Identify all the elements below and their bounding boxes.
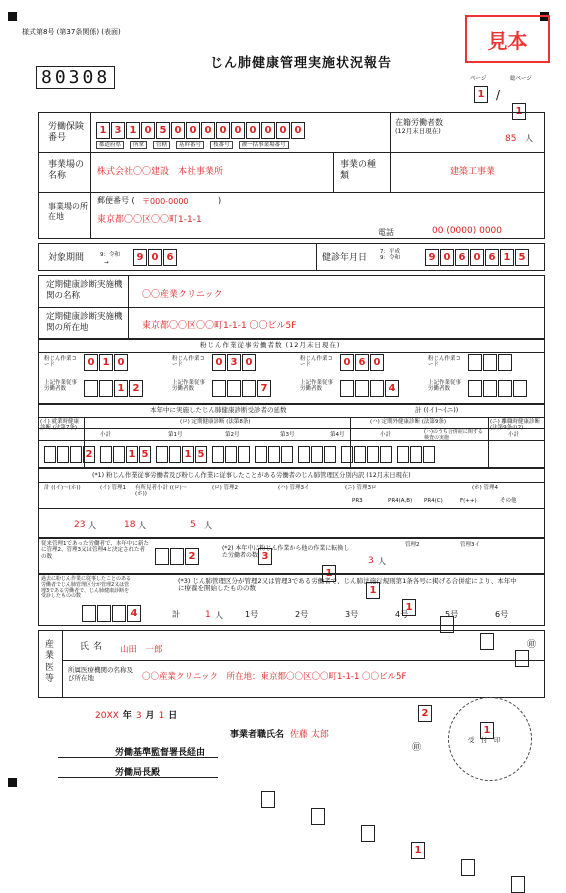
dust-count-digit[interactable]: 1 <box>114 380 128 397</box>
registration-mark-top-left <box>8 12 17 21</box>
period-era: 9：令和 <box>100 252 120 258</box>
doctor-name-label: 氏名 <box>80 642 107 652</box>
doctor-institution-label: 所属医療機関の名称及び所在地 <box>68 666 133 682</box>
dust-code-cells[interactable] <box>84 354 129 371</box>
via-label: 労働基準監督署長経由 <box>115 748 206 758</box>
period-digit[interactable]: 0 <box>148 249 162 266</box>
business-name-value[interactable]: 株式会社〇〇建設 本社事業所 <box>97 167 224 177</box>
period-digit[interactable]: 9 <box>133 249 147 266</box>
classification-subheader: その他 <box>500 498 517 504</box>
insurance-digit[interactable]: 0 <box>141 122 155 139</box>
date-month-label: 月 <box>145 711 155 721</box>
form-code: 80308 <box>36 66 115 89</box>
complication-item-value[interactable] <box>461 859 475 876</box>
exam-subheader-5: 第4号 <box>330 432 345 438</box>
exam-count-digit[interactable] <box>169 446 181 463</box>
receipt-stamp-label: 受 付 印 <box>468 736 501 744</box>
insurance-digit[interactable]: 0 <box>216 122 230 139</box>
dust-code-label: 粉じん作業コード <box>428 356 462 369</box>
complication-item-label: 2号 <box>295 610 309 619</box>
dust-count-cells[interactable] <box>468 380 528 397</box>
form-title: じん肺健康管理実施状況報告 <box>210 56 393 71</box>
doctor-institution-value[interactable]: 〇〇産業クリニック 所在地：東京都〇〇区〇〇町1-1-1 〇〇ビル5F <box>142 672 407 682</box>
insurance-digit[interactable]: 0 <box>246 122 260 139</box>
classification-subheader: PR3 <box>352 498 363 504</box>
exam-header-1: (イ) 就業時健康診断 (法第7条) <box>40 419 80 432</box>
classification-title: (*1) 粉じん作業従事労働者及び粉じん作業に従事したことがある労働者のじん肺管理区分別内訳 (12月末日現在) <box>92 472 411 479</box>
exam-count-group[interactable] <box>212 446 251 463</box>
dust-code-digit[interactable]: 0 <box>84 354 98 371</box>
dust-code-digit[interactable]: 0 <box>340 354 354 371</box>
dust-count-label: 上記作業従事労働者数 <box>428 380 462 393</box>
dust-count-digit[interactable] <box>212 380 226 397</box>
dust-code-cells[interactable] <box>340 354 385 371</box>
exam-count-digit[interactable] <box>255 446 267 463</box>
classification-unit: 人 <box>138 521 146 530</box>
transfer-k2-label: 管理2 <box>405 542 420 548</box>
transfer-k2-value[interactable]: 2 <box>418 705 432 722</box>
page-number[interactable]: 1 <box>474 86 488 103</box>
complications-total-value[interactable]: 1 <box>205 610 211 620</box>
insurance-sublabel: 被一括事業場番号 <box>239 141 289 149</box>
exam-count-digit[interactable] <box>225 446 237 463</box>
exam-count-digit[interactable] <box>57 446 69 463</box>
classification-unit: 人 <box>204 521 212 530</box>
registration-mark-bottom-left <box>8 778 17 787</box>
dust-code-digit[interactable] <box>498 354 512 371</box>
complications-note: (*3) じん肺管理区分が管理2又は管理3である労働者で、じん肺法施行規則第1条各号に掲げる合併症により、本年中に療養を開始したものの数 <box>178 577 517 593</box>
form-label: 様式第8号 (第37条関係) (表面) <box>22 28 121 36</box>
insurance-digit[interactable]: 0 <box>261 122 275 139</box>
postal-label: 郵便番号 ( <box>97 196 135 205</box>
classification-value-k1[interactable]: 18 <box>124 520 136 530</box>
exam-count-digit[interactable]: 1 <box>126 446 138 463</box>
dust-code-label: 粉じん作業コード <box>172 356 206 369</box>
exam-date-digit[interactable]: 9 <box>425 249 439 266</box>
insurance-digit[interactable]: 0 <box>201 122 215 139</box>
dust-count-digit[interactable] <box>498 380 512 397</box>
complication-item-label: 5号 <box>445 610 459 619</box>
employer-value[interactable]: 佐藤 太郎 <box>290 730 329 740</box>
complication-item-value[interactable] <box>361 825 375 842</box>
insurance-sublabels <box>96 141 289 149</box>
exam-date-era: 7：平成 9：令和 <box>380 249 400 262</box>
complication-item-value[interactable] <box>261 791 275 808</box>
dust-count-digit[interactable] <box>84 380 98 397</box>
complications-left-digit[interactable]: 4 <box>127 605 141 622</box>
classification-cell-pr4ab[interactable]: 1 <box>402 599 416 616</box>
postal-close: ) <box>218 196 222 205</box>
dust-count-digit[interactable] <box>355 380 369 397</box>
dust-code-label: 粉じん作業コード <box>44 356 78 369</box>
period-arrow: → <box>104 260 109 266</box>
addressee-label: 労働局長殿 <box>115 768 161 778</box>
complication-item-value[interactable] <box>511 876 525 893</box>
dust-code-digit[interactable]: 1 <box>99 354 113 371</box>
dust-count-label: 上記作業従事労働者数 <box>172 380 206 393</box>
exam-count-digit[interactable] <box>423 446 435 463</box>
tel-value[interactable]: 00 (0000) 0000 <box>432 226 503 236</box>
complication-item-label: 6号 <box>495 610 509 619</box>
insurance-number-cells[interactable] <box>96 122 306 139</box>
tel-label: 電話 <box>378 228 394 237</box>
period-digit[interactable]: 6 <box>163 249 177 266</box>
classification-header: 計 ((イ)〜(ホ)) <box>44 485 81 491</box>
classification-header: (イ) 管理1 <box>100 485 127 491</box>
exam-count-digit[interactable] <box>324 446 336 463</box>
date-day-value[interactable]: 1 <box>158 711 165 721</box>
dust-code-digit[interactable]: 0 <box>212 354 226 371</box>
exam-count-group[interactable] <box>100 446 152 463</box>
dust-code-digit[interactable]: 3 <box>227 354 241 371</box>
dust-count-cells[interactable] <box>212 380 272 397</box>
exam-count-digit[interactable]: 5 <box>195 446 207 463</box>
exam-count-digit[interactable] <box>380 446 392 463</box>
clinic-address-label: 定期健康診断実施機関の所在地 <box>46 312 123 333</box>
exam-subheader-6: 小計 <box>380 432 392 438</box>
exam-count-digit[interactable] <box>367 446 379 463</box>
transfer-mid-label: (*2) 本年中に粉じん作業から他の作業に転換した労働者の数 <box>222 545 350 559</box>
business-type-value[interactable]: 建築工事業 <box>450 167 496 177</box>
complication-item-value[interactable]: 1 <box>411 842 425 859</box>
insurance-digit[interactable]: 3 <box>111 122 125 139</box>
insurance-digit[interactable]: 0 <box>171 122 185 139</box>
exam-date-cells[interactable] <box>425 249 530 266</box>
insurance-digit[interactable]: 0 <box>276 122 290 139</box>
total-pages-label: 総ページ <box>510 76 532 82</box>
dust-code-digit[interactable]: 0 <box>242 354 256 371</box>
dust-code-digit[interactable] <box>468 354 482 371</box>
insurance-digit[interactable]: 0 <box>291 122 305 139</box>
complications-total-unit: 人 <box>215 611 223 620</box>
clinic-name-label: 定期健康診断実施機関の名称 <box>46 280 123 301</box>
dust-code-cells[interactable] <box>468 354 513 371</box>
insurance-sublabel: 基幹番号 <box>176 141 204 149</box>
date-year-label: 年 <box>122 711 132 721</box>
transfer-left-digit[interactable]: 2 <box>185 548 199 565</box>
dust-count-digit[interactable] <box>242 380 256 397</box>
exam-count-digit[interactable] <box>238 446 250 463</box>
exam-count-digit[interactable] <box>100 446 112 463</box>
complications-left-digit[interactable] <box>82 605 96 622</box>
exam-count-digit[interactable] <box>281 446 293 463</box>
transfer-k3-label: 管理3イ <box>460 542 480 548</box>
exam-total-label: 計 ((イ)〜(ニ)) <box>415 406 459 414</box>
exam-date-digit[interactable]: 6 <box>455 249 469 266</box>
insurance-digit[interactable]: 1 <box>96 122 110 139</box>
classification-header: (ニ) 管理3ロ <box>345 485 377 491</box>
date-month-value[interactable]: 3 <box>135 711 142 721</box>
dust-count-digit[interactable] <box>513 380 527 397</box>
insurance-digit[interactable]: 1 <box>126 122 140 139</box>
dust-code-cells[interactable] <box>212 354 257 371</box>
exam-subheader-3: 第2号 <box>225 432 240 438</box>
exam-count-digit[interactable] <box>311 446 323 463</box>
exam-count-group[interactable] <box>255 446 294 463</box>
classification-cell-pr3[interactable]: 1 <box>366 582 380 599</box>
exam-count-digit[interactable] <box>268 446 280 463</box>
complications-left-digit[interactable] <box>97 605 111 622</box>
workers-label: 在籍労働者数 (12月末日現在) <box>395 118 443 135</box>
exam-date-digit[interactable]: 0 <box>440 249 454 266</box>
business-name-label: 事業場の名称 <box>48 160 85 182</box>
dust-code-digit[interactable]: 6 <box>355 354 369 371</box>
doctor-panel <box>38 630 545 698</box>
dust-count-cells[interactable] <box>340 380 400 397</box>
exam-count-digit[interactable] <box>341 446 353 463</box>
classification-header: (ホ) 管理4 <box>472 485 499 491</box>
exam-count-digit[interactable]: 2 <box>83 446 95 463</box>
insurance-sublabel: 管轄 <box>153 141 170 149</box>
doctor-seal: ㊞ <box>527 640 537 650</box>
complication-item-label: 1号 <box>245 610 259 619</box>
exam-count-digit[interactable] <box>397 446 409 463</box>
transfer-left-digit[interactable] <box>170 548 184 565</box>
page-label: ページ <box>470 76 487 82</box>
postal-value[interactable]: 〒000-0000 <box>142 197 189 206</box>
classification-subheader: PR4(A,B) <box>388 498 413 504</box>
doctor-section-label: 産業医等 <box>45 640 55 684</box>
total-pages[interactable]: 1 <box>512 103 526 120</box>
exam-count-cells[interactable] <box>44 446 440 463</box>
transfer-k3-value[interactable]: 1 <box>480 722 494 739</box>
exam-date-digit[interactable]: 5 <box>515 249 529 266</box>
classification-cell-k2[interactable]: 3 <box>258 548 272 565</box>
classification-header: 有所見者小計 ((ロ)〜(ホ)) <box>135 485 188 498</box>
clinic-address-value[interactable]: 東京都〇〇区〇〇町1-1-1 〇〇ビル5F <box>142 321 297 331</box>
footer-date <box>95 708 177 721</box>
date-year-value[interactable]: 20XX <box>95 711 119 721</box>
address-value[interactable]: 東京都〇〇区〇〇町1-1-1 <box>97 215 202 225</box>
transfer-mid-value[interactable]: 3 <box>368 556 374 566</box>
workers-value[interactable]: 85 <box>505 134 517 144</box>
dust-code-digit[interactable]: 0 <box>114 354 128 371</box>
classification-subheader: F(++) <box>460 498 477 504</box>
exam-count-digit[interactable] <box>113 446 125 463</box>
exam-count-group[interactable] <box>44 446 96 463</box>
classification-unit: 人 <box>88 521 96 530</box>
dust-count-digit[interactable] <box>340 380 354 397</box>
exam-count-digit[interactable] <box>156 446 168 463</box>
dust-count-digit[interactable] <box>227 380 241 397</box>
dust-count-digit[interactable]: 4 <box>385 380 399 397</box>
transfer-mid-unit: 人 <box>378 557 386 566</box>
exam-header-3: (ハ) 定期外健康診断 (法第9条) <box>370 419 447 425</box>
insurance-digit[interactable]: 0 <box>186 122 200 139</box>
exam-count-digit[interactable]: 1 <box>182 446 194 463</box>
classification-cell-k3i[interactable]: 1 <box>322 565 336 582</box>
exam-date-digit[interactable]: 1 <box>500 249 514 266</box>
business-type-label: 事業の種類 <box>340 160 377 182</box>
exam-count-digit[interactable] <box>44 446 56 463</box>
exam-date-label: 健診年月日 <box>322 253 368 263</box>
insurance-digit[interactable]: 0 <box>231 122 245 139</box>
exam-count-title: 本年中に実施したじん肺健康診断受診者の延数 <box>150 406 287 414</box>
classification-header: (ハ) 管理3イ <box>278 485 310 491</box>
exam-subheader-4: 第3号 <box>280 432 295 438</box>
dust-count-label: 上記作業従事労働者数 <box>44 380 78 393</box>
period-label: 対象期間 <box>48 253 85 263</box>
exam-count-digit[interactable] <box>298 446 310 463</box>
classification-subheader: PR4(C) <box>424 498 443 504</box>
workers-unit: 人 <box>525 134 533 143</box>
transfer-left-label: 従来管理1であった労働者で、本年中に新たに管理2、管理3又は管理4と決定された者の数 <box>41 541 149 560</box>
complications-left-label: 過去に粉じん作業に従事したことのある労働者でじん肺管理区分が管理2又は管理3である労働者で、じん肺健康診断を受診したものの数 <box>41 576 132 600</box>
exam-subheader-1: 小計 <box>100 432 112 438</box>
dust-count-digit[interactable] <box>370 380 384 397</box>
clinic-name-value[interactable]: 〇〇産業クリニック <box>142 290 223 300</box>
dust-count-digit[interactable] <box>483 380 497 397</box>
transfer-left-digit[interactable] <box>155 548 169 565</box>
address-label: 事業場の所在地 <box>48 202 88 221</box>
exam-count-group[interactable] <box>341 446 393 463</box>
dust-count-digit[interactable]: 2 <box>129 380 143 397</box>
exam-subheader-2: 第1号 <box>168 432 183 438</box>
complication-item-value[interactable] <box>311 808 325 825</box>
date-day-label: 日 <box>168 711 178 721</box>
classification-value-sub[interactable]: 5 <box>190 520 196 530</box>
sample-stamp: 見本 <box>465 15 550 63</box>
complications-left-digit[interactable] <box>112 605 126 622</box>
insurance-sublabel: 枝番号 <box>210 141 233 149</box>
exam-count-digit[interactable]: 5 <box>139 446 151 463</box>
exam-date-digit[interactable]: 0 <box>470 249 484 266</box>
page-separator: / <box>496 88 501 102</box>
insurance-sublabel: 都道府県 <box>96 141 124 149</box>
employer-label: 事業者職氏名 <box>230 730 285 740</box>
complication-item-label: 4号 <box>395 610 409 619</box>
dust-count-digit[interactable] <box>468 380 482 397</box>
dust-count-label: 上記作業従事労働者数 <box>300 380 334 393</box>
period-cells[interactable] <box>133 249 178 266</box>
insurance-number-label: 労働保険番号 <box>48 122 85 144</box>
insurance-digit[interactable]: 5 <box>156 122 170 139</box>
transfer-left-cells[interactable] <box>155 548 200 565</box>
dust-work-title: 粉じん作業従事労働者数 (12月末日現在) <box>200 341 341 349</box>
classification-value-total[interactable]: 23 <box>74 520 86 530</box>
exam-count-digit[interactable] <box>410 446 422 463</box>
dust-code-digit[interactable]: 0 <box>370 354 384 371</box>
dust-count-cells[interactable] <box>84 380 144 397</box>
dust-code-digit[interactable] <box>483 354 497 371</box>
exam-count-group[interactable] <box>397 446 436 463</box>
doctor-name-value[interactable]: 山田 一郎 <box>120 645 163 655</box>
insurance-sublabel: 所掌 <box>130 141 147 149</box>
exam-count-digit[interactable] <box>354 446 366 463</box>
complication-item-label: 3号 <box>345 610 359 619</box>
dust-count-digit[interactable]: 7 <box>257 380 271 397</box>
classification-header: (ロ) 管理2 <box>212 485 239 491</box>
exam-subheader-7: (ハ)のうち合併症に関する検査の実施 <box>424 429 483 441</box>
employer-seal: ㊞ <box>412 743 422 753</box>
exam-header-4: (ニ) 離職時健康診断 (法第9条の2) <box>490 419 541 432</box>
exam-count-group[interactable] <box>156 446 208 463</box>
exam-count-group[interactable] <box>298 446 337 463</box>
exam-count-digit[interactable] <box>212 446 224 463</box>
dust-count-digit[interactable] <box>99 380 113 397</box>
exam-date-digit[interactable]: 6 <box>485 249 499 266</box>
exam-subheader-8: 小計 <box>508 432 520 438</box>
complications-total-label: 計 <box>172 610 180 619</box>
complications-left-cells[interactable] <box>82 605 142 622</box>
dust-code-label: 粉じん作業コード <box>300 356 334 369</box>
exam-header-2: (ロ) 定期健康診断 (法第8条) <box>180 419 251 425</box>
exam-count-digit[interactable] <box>70 446 82 463</box>
